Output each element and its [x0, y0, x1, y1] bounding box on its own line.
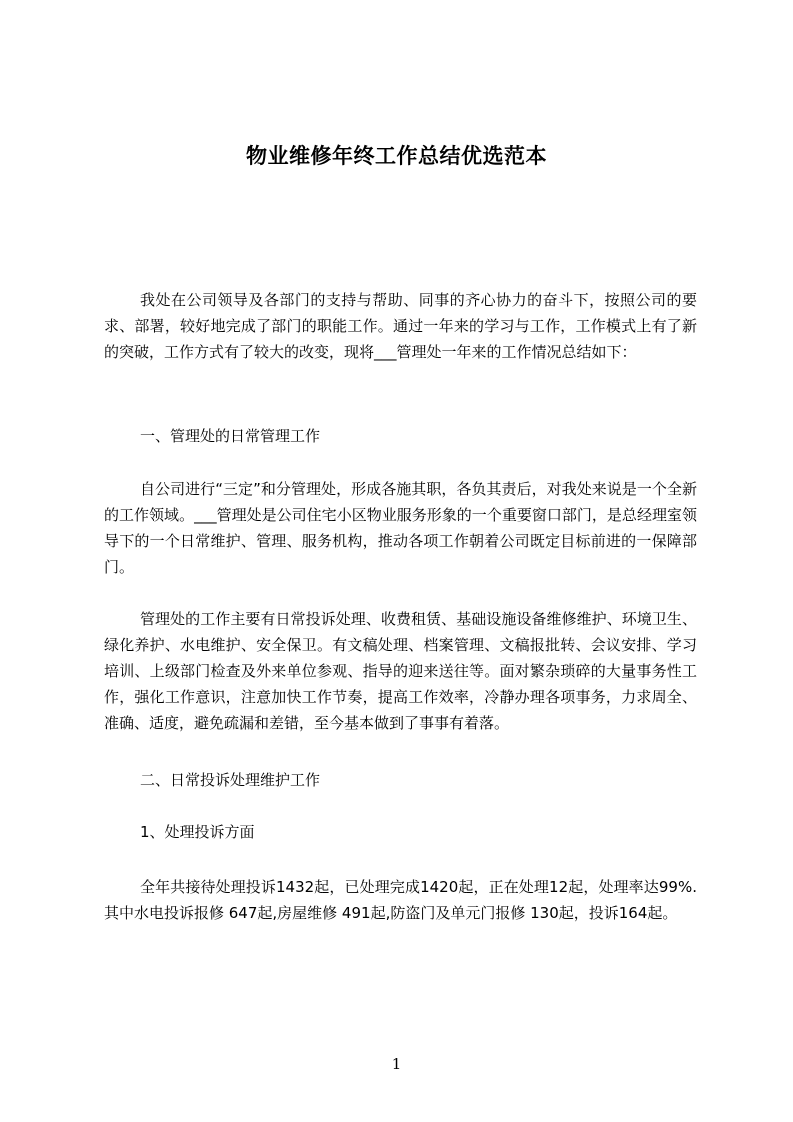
- document-title: 物业维修年终工作总结优选范本: [246, 144, 547, 168]
- page-number: 1: [391, 1055, 402, 1073]
- paragraph-intro: 我处在公司领导及各部门的支持与帮助、同事的齐心协力的奋斗下，按照公司的要求、部署，较好地完成了部门的职能工作。通过一年来的学习与工作，工作模式上有了新的突破，工作方式有了较大的改变，现将___管理处一年来的工作情况总结如下：: [104, 291, 697, 361]
- section-heading-2: 二、日常投诉处理维护工作: [140, 771, 321, 789]
- section-heading-1: 一、管理处的日常管理工作: [140, 427, 321, 445]
- subsection-heading-1: 1、处理投诉方面: [140, 823, 255, 841]
- paragraph-complaint-stats: 全年共接待处理投诉1432起，已处理完成1420起，正在处理12起，处理率达99%.其中水电投诉报修 647起,房屋维修 491起,防盗门及单元门报修 130起，投诉164起。: [104, 878, 697, 922]
- paragraph-daily-management: 自公司进行“三定”和分管理处，形成各施其职，各负其责后，对我处来说是一个全新的工作领域。___管理处是公司住宅小区物业服务形象的一个重要窗口部门，是总经理室领导下的一个日常维护、管理、服务机构，推动各项工作朝着公司既定目标前进的一保障部门。: [104, 480, 697, 576]
- paragraph-responsibilities: 管理处的工作主要有日常投诉处理、收费租赁、基础设施设备维修维护、环境卫生、绿化养护、水电维护、安全保卫。有文稿处理、档案管理、文稿报批转、会议安排、学习培训、上级部门检查及外来单位参观、指导的迎来送往等。面对繁杂琐碎的大量事务性工作，强化工作意识，注意加快工作节奏，提高工作效率，冷静办理各项事务，力求周全、准确、适度，避免疏漏和差错，至今基本做到了事事有着落。: [104, 610, 697, 732]
